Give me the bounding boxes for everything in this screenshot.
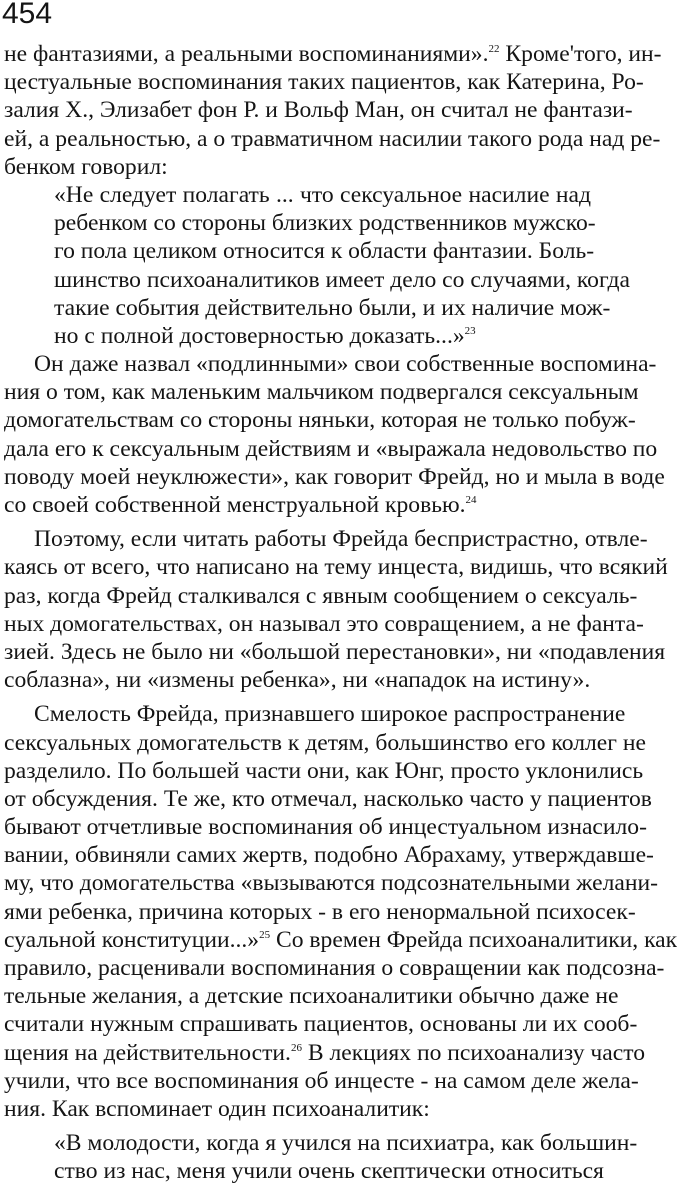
quote-line: такие события действительно были, и их наличие мож- — [54, 294, 611, 321]
block-quote — [4, 1129, 638, 1185]
text-line: от обсуждения. Те же, кто отмечал, насколько часто у пациентов — [4, 785, 652, 812]
text-line: домогательствам со стороны няньки, которая не только побуж- — [4, 407, 636, 434]
quote-line: но с полной достоверностью доказать...»$^{23}$ — [54, 322, 476, 349]
paragraph — [4, 40, 662, 181]
text-line: разделило. По большей части они, как Юнг, просто уклонились — [4, 757, 644, 784]
text-line: раз, когда Фрейд сталкивался с явным сообщением о сексуаль- — [4, 582, 638, 609]
text-line: бенком говорил: — [4, 153, 168, 180]
text-line: цестуальные воспоминания таких пациентов, как Катерина, Ро- — [4, 69, 644, 96]
quote-line: «В молодости, когда я учился на психиатра, как большин- — [54, 1130, 638, 1157]
text-line: зией. Здесь не было ни «большой перестановки», ни «подавления — [4, 638, 666, 665]
quote-line: «Не следует полагать ... что сексуальное насилие над — [54, 181, 591, 208]
text-line: поводу моей неуклюжести», как говорит Фрейд, но и мыла в воде — [4, 463, 665, 490]
text-line: со своей собственной менструальной кровью.$^{24}$ — [4, 492, 477, 518]
text-line: каясь от всего, что написано на тему инцеста, видишь, что всякий — [4, 554, 668, 581]
quote-line: ребенком со стороны близких родственников мужско- — [54, 210, 596, 237]
text-line: вании, обвиняли самих жертв, подобно Абрахаму, утверждавше- — [4, 842, 654, 869]
text-line: дала его к сексуальным действиям и «выражала недовольство по — [4, 435, 658, 462]
text-line: правило, расценивали воспоминания о совращении как подсозна- — [4, 955, 665, 981]
text-line: щения на действительности.$^{26}$ В лекциях по психоанализу часто — [4, 1039, 646, 1066]
text-line: залия X., Элизабет фон Р. и Вольф Ман, он считал не фантази- — [4, 97, 633, 124]
paragraph — [4, 350, 665, 519]
footnote-ref: 26 — [290, 1041, 302, 1054]
text-line: ния. Как вспоминает один психоаналитик: — [4, 1095, 430, 1122]
page-number: 454 — [2, 0, 53, 30]
text-line: ных домогательствах, он называл это совращением, а не фанта- — [4, 610, 644, 637]
page-text — [4, 40, 677, 1186]
text-line: ей, а реальностью, а о травматичном насилии такого рода над ре- — [4, 125, 661, 152]
text-line: соблазна», ни «измены ребенка», ни «нападок на истину». — [4, 667, 591, 694]
text-line: Поэтому, если читать работы Фрейда беспристрастно, отвле- — [34, 526, 648, 553]
footnote-ref: 23 — [464, 324, 476, 337]
footnote-ref: 22 — [488, 43, 500, 55]
paragraph — [4, 525, 668, 694]
text-line: сексуальных домогательств к детям, большинство его коллег не — [4, 729, 646, 756]
text-line: ями ребенка, причина которых - в его ненормальной психосек- — [4, 898, 636, 925]
text-line: суальной конституции...»$^{25}$ Со времен Фрейда психоаналитики, как — [4, 926, 677, 953]
block-quote — [4, 181, 630, 350]
text-line: му, что домогательства «вызываются подсознательными желани- — [4, 870, 658, 897]
text-line: Смелость Фрейда, признавшего широкое распространение — [34, 701, 626, 728]
text-line: тельные желания, а детские психоаналитики обычно даже не — [4, 983, 619, 1010]
text-line: не фантазиями, а реальными воспоминаниями».$^{22}$ Кроме'того, ин- — [4, 41, 662, 67]
text-line: ния о том, как маленьким мальчиком подвергался сексуальным — [4, 379, 639, 406]
quote-line: го пола целиком относится к области фантазии. Боль- — [54, 238, 595, 265]
footnote-ref: 24 — [465, 494, 477, 506]
footnote-ref: 25 — [259, 928, 271, 941]
quote-line: шинство психоаналитиков имеет дело со случаями, когда — [54, 266, 630, 293]
text-line: бывают отчетливые воспоминания об инцестуальном изнасило- — [4, 814, 647, 841]
quote-line: ство из нас, меня учили очень скептически относиться — [54, 1158, 604, 1185]
text-line: считали нужным спрашивать пациентов, основаны ли их сооб- — [4, 1011, 638, 1038]
text-line: учили, что все воспоминания об инцесте - на самом деле жела- — [4, 1067, 639, 1094]
text-line: Он даже назвал «подлинными» свои собственные воспомина- — [34, 351, 657, 378]
paragraph — [4, 700, 677, 1123]
